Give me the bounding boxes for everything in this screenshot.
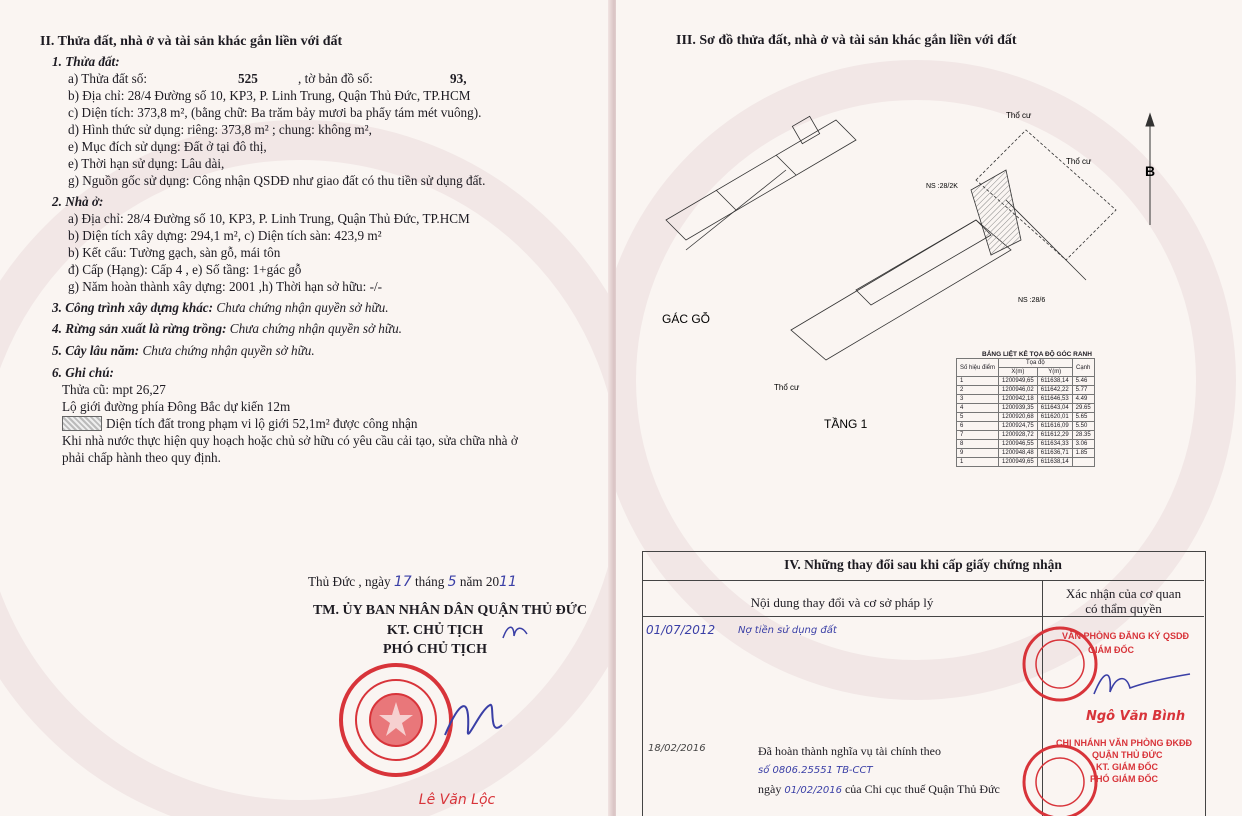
table-row (957, 386, 1095, 395)
table-divider (642, 616, 1204, 617)
y-value: 611616,09 (1037, 422, 1072, 431)
coord-table-title: BẢNG LIỆT KÊ TỌA ĐỘ GÓC RANH (982, 351, 1092, 358)
authority-line-3: PHÓ CHỦ TỊCH (383, 642, 487, 657)
signer-name: Lê Văn Lộc (418, 792, 496, 808)
col-y-header: Y(m) (1037, 368, 1072, 377)
certificate-page-left (0, 0, 614, 816)
side-length: 5.46 (1072, 377, 1094, 386)
table-row (957, 458, 1095, 467)
map-sheet-label: , tờ bản đồ số: (298, 71, 373, 86)
side-length-empty (1072, 458, 1094, 467)
map-label-tho-cu: Thổ cư (1006, 111, 1032, 120)
item-4 (52, 320, 402, 337)
table-row (957, 404, 1095, 413)
office-2-deputy-label: KT. GIÁM ĐỐC (1096, 762, 1158, 772)
y-value: 611638,14 (1037, 377, 1072, 386)
house-year: g) Năm hoàn thành xây dựng: 2001 ,h) Thời hạn sở hữu: -/- (68, 279, 383, 294)
north-arrow-label: B (1145, 163, 1156, 179)
y-value: 611646,53 (1037, 395, 1072, 404)
side-length: 1.85 (1072, 449, 1094, 458)
entry-2-ref-date: 01/02/2016 (784, 785, 842, 796)
office-1-title: VĂN PHÒNG ĐĂNG KÝ QSDĐ (1062, 631, 1190, 641)
note-line: Khi nhà nước thực hiện quy hoạch hoặc chủ sở hữu có yêu cầu cải tạo, sửa chữa nhà ở (62, 433, 518, 448)
point-id: 1 (957, 458, 999, 467)
table-row (957, 377, 1095, 386)
district-seal-stamp (336, 660, 456, 780)
road-hatch-legend (62, 416, 102, 431)
date-month-label: tháng (415, 574, 445, 589)
point-id: 6 (957, 422, 999, 431)
map-sheet-value: 93, (450, 71, 467, 86)
dimension-line (686, 170, 786, 250)
entry-2-line-2: số 0806.25551 TB-CCT (758, 765, 873, 776)
land-usage-term: e) Thời hạn sử dụng: Lâu dài, (68, 156, 225, 171)
table-row (957, 422, 1095, 431)
land-usage-form: d) Hình thức sử dụng: riêng: 373,8 m² ; chung: không m², (68, 122, 372, 137)
y-value: 611636,71 (1037, 449, 1072, 458)
registration-office-stamp-2 (1020, 742, 1100, 816)
lot-divider (776, 155, 796, 175)
notes-heading: 6. Ghi chú: (52, 365, 114, 380)
x-value: 1200928,72 (999, 431, 1038, 440)
entry-2-line-3 (758, 781, 1000, 799)
house-areas: b) Diện tích xây dựng: 294,1 m², c) Diện tích sàn: 423,9 m² (68, 228, 382, 243)
section-2-title: II. Thửa đất, nhà ở và tài sản khác gắn liền với đất (40, 34, 343, 49)
upper-lot-outline (666, 120, 856, 240)
point-id: 7 (957, 431, 999, 440)
entry-2-line-1: Đã hoàn thành nghĩa vụ tài chính theo (758, 744, 941, 758)
map-label-tho-cu: Thổ cư (1066, 157, 1092, 166)
col-x-header: X(m) (999, 368, 1038, 377)
x-value: 1200949,65 (999, 377, 1038, 386)
house-footprint (856, 220, 991, 305)
y-value: 611642,22 (1037, 386, 1072, 395)
item-3-label: 3. Công trình xây dựng khác: (52, 300, 214, 315)
land-area: c) Diện tích: 373,8 m², (bằng chữ: Ba trăm bảy mươi ba phẩy tám mét vuông). (68, 105, 482, 120)
entry-1-date: 01/07/2012 (646, 623, 716, 637)
x-value: 1200924,75 (999, 422, 1038, 431)
land-plot-diagram (646, 50, 1206, 440)
authority-line-1: TM. ỦY BAN NHÂN DÂN QUẬN THỦ ĐỨC (312, 603, 588, 618)
director-signature (1086, 664, 1196, 704)
date-year-label: năm 20 (459, 574, 500, 589)
land-usage-purpose: e) Mục đích sử dụng: Đất ở tại đô thị, (68, 139, 267, 154)
side-length: 29.65 (1072, 404, 1094, 413)
authority-line-2: KT. CHỦ TỊCH (386, 623, 484, 638)
table-row (957, 413, 1095, 422)
item-3-value: Chưa chứng nhận quyền sở hữu. (216, 300, 389, 315)
point-id: 3 (957, 395, 999, 404)
map-label-ns: NS :28/6 (1018, 297, 1046, 304)
section-4-title: IV. Những thay đổi sau khi cấp giấy chứng nhận (784, 557, 1062, 572)
item-3 (52, 299, 389, 316)
land-number-value: 525 (238, 71, 258, 86)
table-row (957, 431, 1095, 440)
vice-chairman-signature (440, 690, 510, 750)
land-number-label: a) Thửa đất số: (68, 71, 148, 86)
col-change-content-header: Nội dung thay đổi và cơ sở pháp lý (750, 595, 934, 610)
lot-divider (716, 190, 736, 210)
y-value: 611612,29 (1037, 431, 1072, 440)
date-month: 5 (447, 574, 457, 590)
item-4-label: 4. Rừng sản xuất là rừng trồng: (52, 321, 227, 336)
house-grade: đ) Cấp (Hạng): Cấp 4 , e) Số tầng: 1+gác gỗ (68, 262, 302, 277)
item-5-label: 5. Cây lâu năm: (52, 343, 140, 358)
col-confirmation-header-2: có thẩm quyền (1085, 601, 1162, 616)
issue-date (308, 573, 517, 591)
table-divider (642, 580, 1204, 581)
coordinate-table (956, 358, 1095, 467)
y-value: 611643,04 (1037, 404, 1072, 413)
y-value: 611638,14 (1037, 458, 1072, 467)
x-value: 1200920,68 (999, 413, 1038, 422)
map-label-gac-go: GÁC GỖ (662, 312, 711, 326)
note-line: Thửa cũ: mpt 26,27 (62, 382, 166, 397)
map-label-ns: NS :28/2K (926, 183, 958, 190)
side-length: 28.35 (1072, 431, 1094, 440)
office-1-director: GIÁM ĐỐC (1088, 645, 1134, 655)
col-side-header: Cạnh (1072, 359, 1094, 377)
table-row (957, 440, 1095, 449)
item-5 (52, 342, 315, 359)
map-label-tang-1: TẦNG 1 (824, 417, 868, 431)
official-name: Ngô Văn Bình (1086, 709, 1186, 724)
y-value: 611620,01 (1037, 413, 1072, 422)
x-value: 1200946,02 (999, 386, 1038, 395)
date-prefix: Thủ Đức , ngày (308, 574, 391, 589)
x-value: 1200948,48 (999, 449, 1038, 458)
x-value: 1200942,18 (999, 395, 1038, 404)
house-address: a) Địa chỉ: 28/4 Đường số 10, KP3, P. Linh Trung, Quận Thủ Đức, TP.HCM (68, 211, 470, 226)
entry-2-tax-office: của Chi cục thuế Quận Thủ Đức (844, 782, 1000, 796)
entry-2-date: 18/02/2016 (648, 743, 706, 754)
table-row (957, 395, 1095, 404)
point-id: 4 (957, 404, 999, 413)
side-length: 4.49 (1072, 395, 1094, 404)
col-coord-header: Tọa độ (999, 359, 1073, 368)
office-2-district: QUẬN THỦ ĐỨC (1092, 750, 1163, 760)
item-5-value: Chưa chứng nhận quyền sở hữu. (142, 343, 315, 358)
point-id: 8 (957, 440, 999, 449)
y-value: 611634,33 (1037, 440, 1072, 449)
office-2-title: CHI NHÁNH VĂN PHÒNG ĐKĐĐ (1056, 738, 1193, 748)
note-line: Lộ giới đường phía Đông Bắc dự kiến 12m (62, 399, 291, 414)
house-heading: 2. Nhà ở: (52, 194, 104, 209)
land-address: b) Địa chỉ: 28/4 Đường số 10, KP3, P. Linh Trung, Quận Thủ Đức, TP.HCM (68, 88, 471, 103)
map-label-tho-cu: Thổ cư (774, 383, 800, 392)
entry-2-date-label: ngày (758, 782, 782, 796)
side-length: 5.50 (1072, 422, 1094, 431)
house-structure: b) Kết cấu: Tường gạch, sàn gỗ, mái tôn (68, 245, 281, 260)
date-year: 11 (499, 574, 517, 590)
entry-1-text: Nợ tiền sử dụng đất (738, 625, 837, 636)
table-row (957, 449, 1095, 458)
initial-mark (500, 620, 530, 644)
side-length: 5.65 (1072, 413, 1094, 422)
note-line: Diện tích đất trong phạm vi lộ giới 52,1m² được công nhận (106, 416, 418, 431)
certificate-page-right (616, 0, 1242, 816)
item-4-value: Chưa chứng nhận quyền sở hữu. (229, 321, 402, 336)
point-id: 2 (957, 386, 999, 395)
point-id: 1 (957, 377, 999, 386)
col-point-header: Số hiệu điểm (957, 359, 999, 377)
land-origin: g) Nguồn gốc sử dụng: Công nhận QSDĐ như giao đất có thu tiền sử dụng đất. (68, 173, 486, 188)
x-value: 1200946,55 (999, 440, 1038, 449)
col-confirmation-header-1: Xác nhận của cơ quan (1065, 586, 1182, 601)
land-heading: 1. Thửa đất: (52, 54, 120, 69)
x-value: 1200939,35 (999, 404, 1038, 413)
note-line: phải chấp hành theo quy định. (62, 450, 221, 465)
side-length: 3.06 (1072, 440, 1094, 449)
lower-lot-outline (791, 220, 1011, 360)
point-id: 9 (957, 449, 999, 458)
side-length: 5.77 (1072, 386, 1094, 395)
x-value: 1200949,65 (999, 458, 1038, 467)
section-3-title: III. Sơ đồ thửa đất, nhà ở và tài sản khác gắn liền với đất (676, 33, 1017, 48)
date-day: 17 (393, 574, 412, 590)
point-id: 5 (957, 413, 999, 422)
office-2-deputy-director: PHÓ GIÁM ĐỐC (1090, 774, 1159, 784)
staircase-mark (792, 116, 819, 143)
